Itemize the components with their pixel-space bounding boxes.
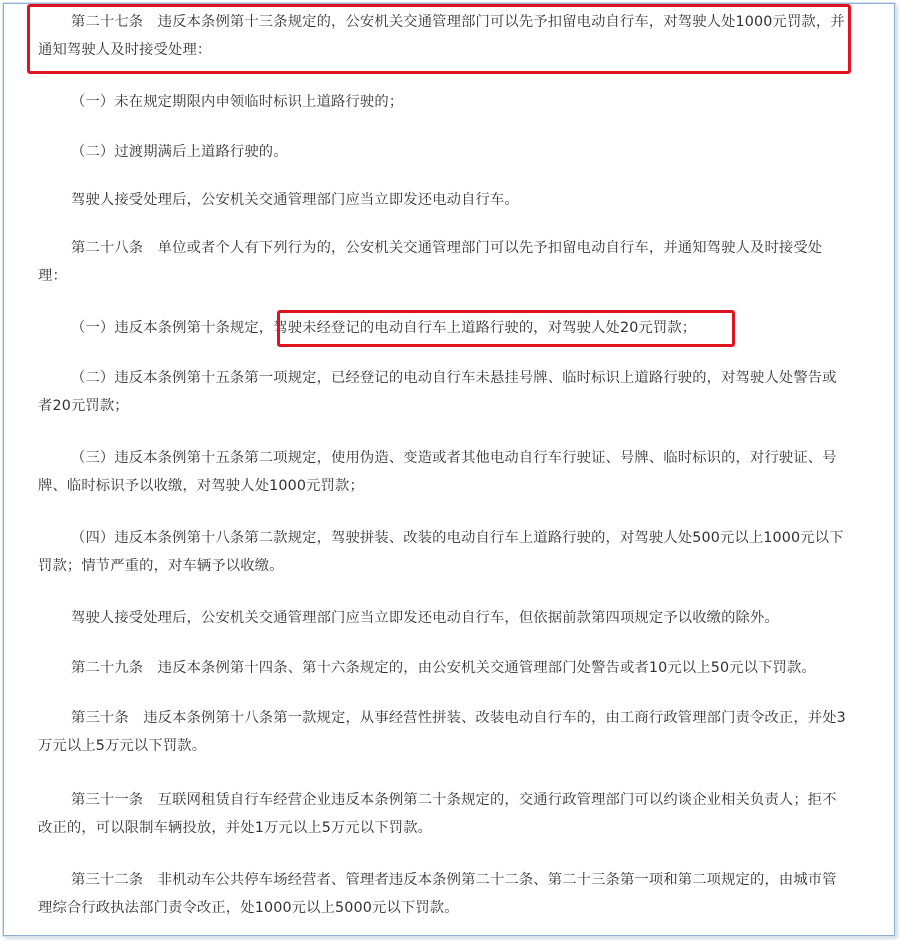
article-28-item-3: （三）违反本条例第十五条第二项规定，使用伪造、变造或者其他电动自行车行驶证、号牌、临时标识的，对行驶证、号牌、临时标识予以收缴，对驾驶人处1000元罚款； <box>38 450 837 494</box>
article-27-return-paragraph: 驾驶人接受处理后，公安机关交通管理部门应当立即发还电动自行车。 <box>71 192 519 208</box>
article-28-item-4: （四）违反本条例第十八条第二款规定，驾驶拼装、改装的电动自行车上道路行驶的，对驾驶人处500元以上1000元以下罚款；情节严重的，对车辆予以收缴。 <box>38 530 844 574</box>
article-28-item-1: （一）违反本条例第十条规定，驾驶未经登记的电动自行车上道路行驶的，对驾驶人处20元罚款； <box>71 320 697 336</box>
article-29-paragraph: 第二十九条 违反本条例第十四条、第十六条规定的，由公安机关交通管理部门处警告或者10元以上50元以下罚款。 <box>71 660 816 676</box>
article-28-paragraph: 第二十八条 单位或者个人有下列行为的，公安机关交通管理部门可以先予扣留电动自行车，并通知驾驶人及时接受处理： <box>38 240 823 284</box>
article-27-item-1: （一）未在规定期限内申领临时标识上道路行驶的； <box>71 94 404 110</box>
article-28-item-2: （二）违反本条例第十五条第一项规定，已经登记的电动自行车未悬挂号牌、临时标识上道路行驶的，对驾驶人处警告或者20元罚款； <box>38 370 837 414</box>
article-32-paragraph: 第三十二条 非机动车公共停车场经营者、管理者违反本条例第二十二条、第二十三条第一项和第二项规定的，由城市管理综合行政执法部门责令改正，处1000元以上5000元以下罚款。 <box>38 872 837 916</box>
article-27-item-2: （二）过渡期满后上道路行驶的。 <box>71 144 288 160</box>
article-27-paragraph: 第二十七条 违反本条例第十三条规定的，公安机关交通管理部门可以先予扣留电动自行车，对驾驶人处1000元罚款，并通知驾驶人及时接受处理： <box>38 14 845 58</box>
article-28-return-paragraph: 驾驶人接受处理后，公安机关交通管理部门应当立即发还电动自行车，但依据前款第四项规定予以收缴的除外。 <box>71 610 779 626</box>
article-31-paragraph: 第三十一条 互联网租赁自行车经营企业违反本条例第二十条规定的，交通行政管理部门可以约谈企业相关负责人；拒不改正的，可以限制车辆投放，并处1万元以上5万元以下罚款。 <box>38 792 837 836</box>
article-30-paragraph: 第三十条 违反本条例第十八条第一款规定，从事经营性拼装、改装电动自行车的，由工商行政管理部门责令改正，并处3万元以上5万元以下罚款。 <box>38 710 846 754</box>
